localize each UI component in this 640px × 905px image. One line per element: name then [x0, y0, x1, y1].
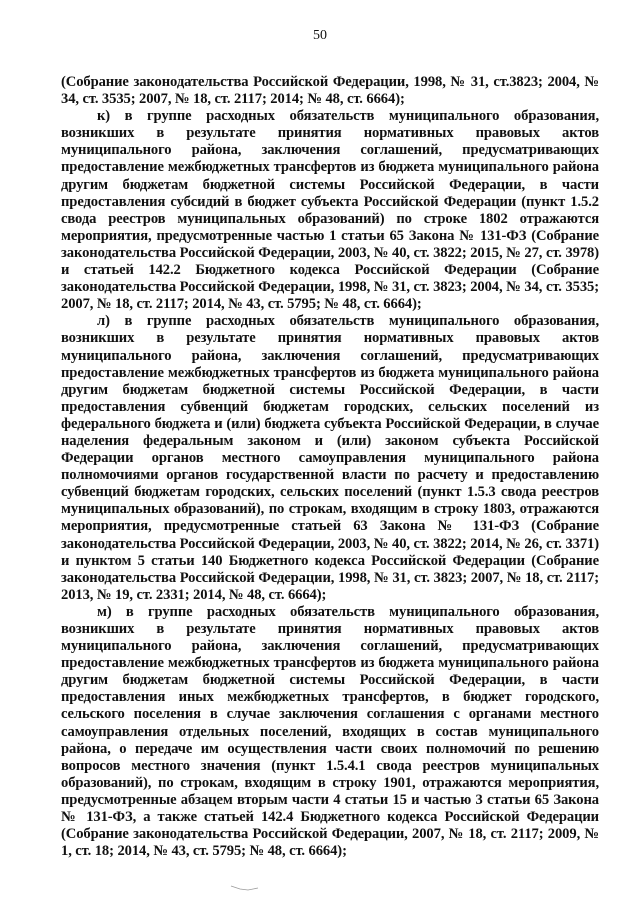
page-number: 50: [313, 28, 327, 43]
paragraph-m: м) в группе расходных обязательств муниципального образования, возникших в результате принятия нормативных правовых актов муниципального района, заключения соглашений, предусматривающих предоставление межбюджетных трансфертов из бюджета муниципального района другим бюджетам бюджетной системы Российской Федерации, в части предоставления иных межбюджетных трансфертов, в бюджет городского, сельского поселения в случае заключения соглашения с органами местного самоуправления отдельных поселений, входящих в состав муниципального района, о передаче им осуществления части своих полномочий по решению вопросов местного значения (пункт 1.5.4.1 свода реестров муниципальных образований), по строкам, входящим в строку 1901, отражаются мероприятия, предусмотренные абзацем вторым части 4 статьи 15 и частью 3 статьи 65 Закона № 131-ФЗ, а также статьей 142.4 Бюджетного кодекса Российской Федерации (Собрание законодательства Российской Федерации, 2007, № 18, ст. 2117; 2009, № 1, ст. 18; 2014, № 43, ст. 5795; № 48, ст. 6664);: [61, 603, 599, 860]
paragraph-l: л) в группе расходных обязательств муниципального образования, возникших в результате принятия нормативных правовых актов муниципального района, заключения соглашений, предусматривающих предоставление межбюджетных трансфертов из бюджета муниципального района другим бюджетам бюджетной системы Российской Федерации, в части предоставления субвенций бюджетам городских, сельских поселений из федерального бюджета и (или) бюджета субъекта Российской Федерации, в случае наделения федеральным законом и (или) законом субъекта Российской Федерации органов местного самоуправления муниципального района полномочиями органов государственной власти по расчету и предоставлению субвенций бюджетам городских, сельских поселений (пункт 1.5.3 свода реестров муниципальных образований), по строкам, входящим в строку 1803, отражаются мероприятия, предусмотренные статьей 63 Закона № 131-ФЗ (Собрание законодательства Российской Федерации, 2003, № 40, ст. 3822; 2014, № 26, ст. 3371) и пунктом 5 статьи 140 Бюджетного кодекса Российской Федерации (Собрание законодательства Российской Федерации, 1998, № 31, ст. 3823; 2007, № 18, ст. 2117; 2013, № 19, ст. 2331; 2014, № 48, ст. 6664);: [61, 313, 599, 603]
paragraph-continuation: (Собрание законодательства Российской Федерации, 1998, № 31, ст.3823; 2004, № 34, ст. 3535; 2007, № 18, ст. 2117; 2014; № 48, ст. 6664);: [61, 74, 599, 108]
document-body: [61, 74, 599, 860]
scan-artifact-mark: [230, 884, 260, 892]
paragraph-k: к) в группе расходных обязательств муниципального образования, возникших в результате принятия нормативных правовых актов муниципального района, заключения соглашений, предусматривающих предоставление межбюджетных трансфертов из бюджета муниципального района другим бюджетам бюджетной системы Российской Федерации, в части предоставления субсидий в бюджет субъекта Российской Федерации (пункт 1.5.2 свода реестров муниципальных образований) по строке 1802 отражаются мероприятия, предусмотренные частью 1 статьи 65 Закона № 131-ФЗ (Собрание законодательства Российской Федерации, 2003, № 40, ст. 3822; 2015, № 27, ст. 3978) и статьей 142.2 Бюджетного кодекса Российской Федерации (Собрание законодательства Российской Федерации, 1998, № 31, ст. 3823; 2004, № 34, ст. 3535; 2007, № 18, ст. 2117; 2014, № 43, ст. 5795; № 48, ст. 6664);: [61, 108, 599, 313]
